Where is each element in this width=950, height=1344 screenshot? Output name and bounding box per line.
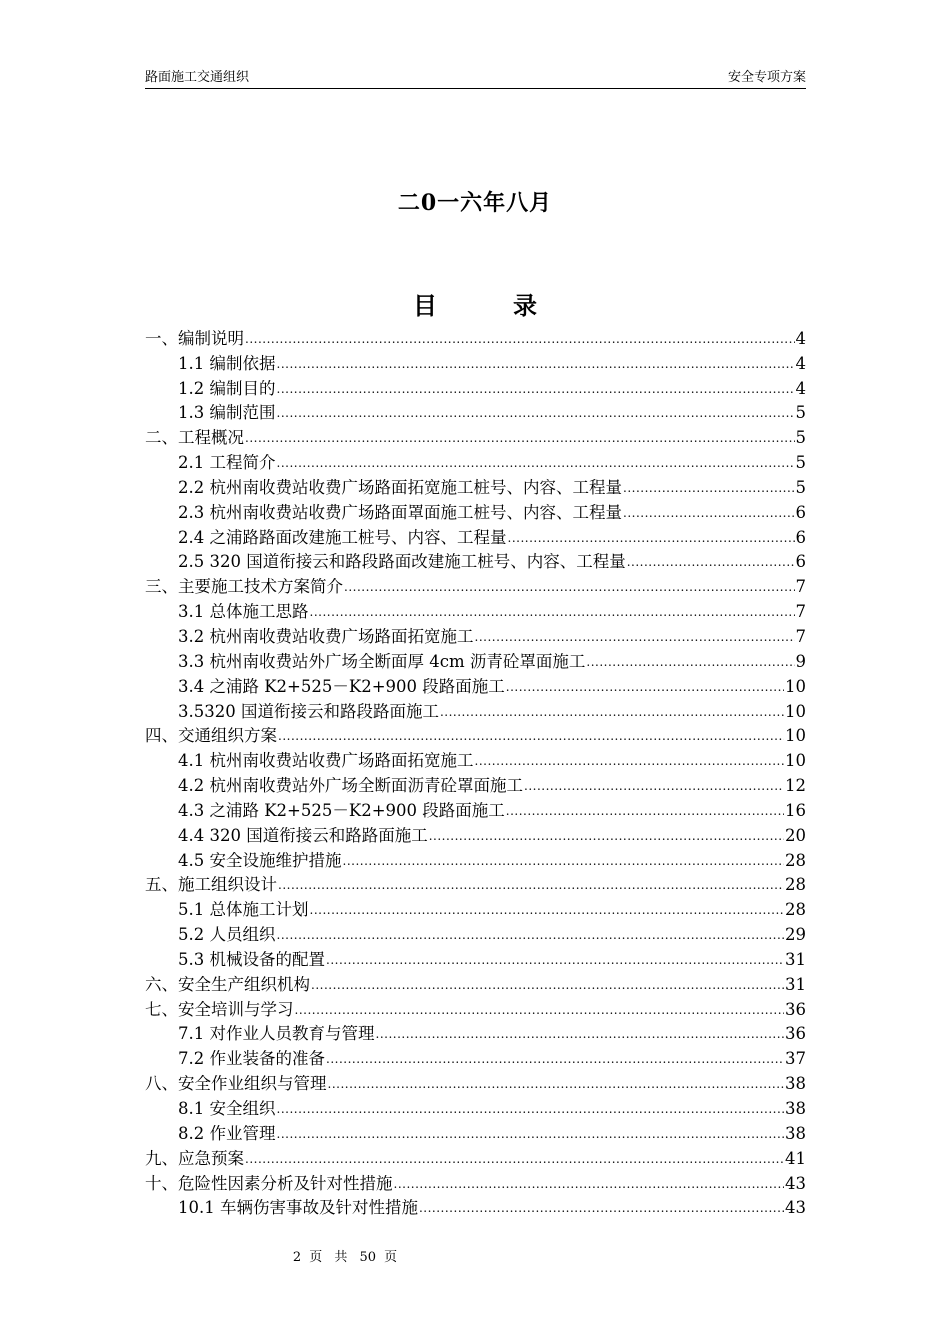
toc-leader-dots [245,431,795,445]
toc-entry[interactable] [145,895,806,920]
toc-entry[interactable] [145,771,806,796]
toc-entry-title: 3.4 之浦路 K2+525－K2+900 段路面施工 [178,676,505,696]
toc-leader-dots [278,729,784,743]
document-date: 二0一六年八月 [397,190,553,216]
toc-leader-dots [627,555,795,569]
toc-entry-page: 9 [795,651,806,671]
toc-entry-page: 6 [795,527,806,547]
toc-entry-page: 10 [785,701,806,721]
toc-leader-dots [586,655,794,669]
toc-title [0,286,950,321]
toc-entry-title: 1.3 编制范围 [178,403,276,423]
toc-entry-page: 16 [785,800,806,820]
toc-entry[interactable] [145,995,806,1020]
toc-entry-page: 37 [785,1049,806,1069]
toc-entry[interactable] [145,1044,806,1069]
toc-entry-title: 1.1 编制依据 [178,353,276,373]
toc-leader-dots [277,928,785,942]
toc-leader-dots [277,382,795,396]
toc-leader-dots [277,456,795,470]
toc-leader-dots [344,580,795,594]
toc-entry-title: 4.4 320 国道衔接云和路路面施工 [178,825,428,845]
toc-entry-page: 20 [785,825,806,845]
footer-page-number: 2 [292,1250,302,1265]
toc-entry-title: 8.1 安全组织 [178,1099,276,1118]
toc-entry-page: 38 [785,1099,806,1118]
toc-entry[interactable] [145,423,806,448]
toc-entry[interactable] [145,1144,806,1169]
toc-entry-title: 九、应急预案 [145,1148,244,1168]
toc-entry-page: 6 [795,552,806,572]
toc-leader-dots [475,754,785,768]
toc-entry[interactable] [145,1194,806,1219]
toc-leader-dots [295,1003,785,1017]
toc-leader-dots [508,531,795,545]
toc-entry[interactable] [145,622,806,647]
toc-leader-dots [310,903,785,917]
toc-leader-dots [277,357,795,371]
toc-entry[interactable] [145,796,806,821]
toc-entry-page: 28 [785,875,806,895]
toc-leader-dots [277,1102,785,1116]
toc-entry[interactable] [145,498,806,523]
toc-leader-dots [310,605,795,619]
header-left-title: 路面施工交通组织 [145,70,250,85]
toc-entry[interactable] [145,548,806,573]
footer-total-number: 50 [359,1250,377,1265]
toc-entry-page: 41 [785,1148,806,1168]
toc-entry-page: 7 [795,626,806,646]
toc-leader-dots [524,779,784,793]
toc-leader-dots [506,680,784,694]
toc-entry-page: 6 [795,502,806,522]
toc-leader-dots [311,978,784,992]
toc-entry[interactable] [145,920,806,945]
toc-title-char-2: 录 [513,291,537,320]
toc-entry-title: 7.1 对作业人员教育与管理 [178,1024,375,1044]
toc-entry-title: 4.2 杭州南收费站外广场全断面沥青砼罩面施工 [178,776,523,796]
toc-entry[interactable] [145,746,806,771]
toc-entry-page: 5 [795,477,806,497]
toc-entry-page: 10 [785,751,806,771]
toc-leader-dots [278,878,784,892]
toc-entry-title: 1.2 编制目的 [178,378,276,398]
toc-entry-page: 10 [785,676,806,696]
toc-entry[interactable] [145,697,806,722]
toc-entry-title: 3.2 杭州南收费站收费广场路面拓宽施工 [178,626,474,646]
toc-entry-title: 2.4 之浦路路面改建施工桩号、内容、工程量 [178,527,507,547]
toc-entry[interactable] [145,523,806,548]
toc-entry-page: 7 [795,577,806,597]
toc-entry-title: 2.2 杭州南收费站收费广场路面拓宽施工桩号、内容、工程量 [178,477,622,497]
toc-entry-title: 4.3 之浦路 K2+525－K2+900 段路面施工 [178,800,505,820]
footer-total-word: 共 [334,1250,348,1265]
toc-entry-page: 10 [785,726,806,746]
toc-entry[interactable] [145,597,806,622]
toc-entry-title: 十、危险性因素分析及针对性措施 [145,1173,393,1193]
toc-entry-title: 5.2 人员组织 [178,925,276,945]
toc-entry-page: 5 [795,428,806,448]
toc-entry[interactable] [145,399,806,424]
toc-entry-page: 12 [785,776,806,796]
toc-entry[interactable] [145,349,806,374]
page-footer [0,1246,690,1265]
toc-entry[interactable] [145,871,806,896]
toc-entry-page: 38 [785,1074,806,1094]
toc-leader-dots [245,332,795,346]
toc-entry[interactable] [145,324,806,349]
toc-leader-dots [506,804,784,818]
toc-entry-page: 43 [785,1173,806,1193]
toc-entry-title: 五、施工组织设计 [145,875,277,895]
toc-leader-dots [376,1027,785,1041]
toc-entry[interactable] [145,945,806,970]
toc-entry-title: 3.5320 国道衔接云和路段路面施工 [178,701,439,721]
toc-entry[interactable] [145,722,806,747]
toc-entry-page: 36 [785,999,806,1019]
toc-entry-title: 3.1 总体施工思路 [178,602,309,622]
toc-entry-page: 43 [785,1198,806,1218]
toc-entry-title: 7.2 作业装备的准备 [178,1049,325,1069]
toc-entry-title: 4.5 安全设施维护措施 [178,850,342,870]
toc-leader-dots [343,854,785,868]
toc-entry[interactable] [145,473,806,498]
toc-entry-title: 2.3 杭州南收费站收费广场路面罩面施工桩号、内容、工程量 [178,502,622,522]
toc-leader-dots [326,1052,784,1066]
toc-entry-page: 29 [785,925,806,945]
toc-entry[interactable] [145,1094,806,1119]
toc-leader-dots [623,506,795,520]
page-header [145,66,806,89]
toc-entry[interactable] [145,1169,806,1194]
toc-entry[interactable] [145,1119,806,1144]
toc-entry[interactable] [145,672,806,697]
toc-entry-page: 38 [785,1123,806,1143]
toc-entry[interactable] [145,846,806,871]
toc-entry[interactable] [145,448,806,473]
toc-entry-title: 三、主要施工技术方案简介 [145,577,343,597]
toc-entry[interactable] [145,572,806,597]
toc-leader-dots [440,705,784,719]
toc-leader-dots [328,1077,785,1091]
toc-entry-page: 28 [785,900,806,920]
table-of-contents [145,324,806,1218]
toc-leader-dots [277,406,795,420]
toc-leader-dots [475,630,795,644]
toc-leader-dots [429,829,784,843]
toc-entry[interactable] [145,970,806,995]
toc-entry-title: 一、编制说明 [145,328,244,348]
toc-leader-dots [245,1152,784,1166]
toc-entry[interactable] [145,374,806,399]
toc-entry-title: 10.1 车辆伤害事故及针对性措施 [178,1198,418,1218]
toc-leader-dots [394,1177,785,1191]
toc-entry-page: 5 [795,403,806,423]
toc-entry-title: 2.5 320 国道衔接云和路段路面改建施工桩号、内容、工程量 [178,552,626,572]
footer-page-word: 页 [309,1250,323,1265]
toc-entry-page: 7 [795,602,806,622]
toc-entry-title: 四、交通组织方案 [145,726,277,746]
toc-entry[interactable] [145,1069,806,1094]
toc-entry-title: 2.1 工程简介 [178,453,276,473]
toc-entry-page: 28 [785,850,806,870]
toc-entry-title: 七、安全培训与学习 [145,999,294,1019]
toc-entry-page: 4 [795,353,806,373]
toc-entry-page: 31 [785,974,806,994]
toc-entry-title: 5.1 总体施工计划 [178,900,309,920]
toc-entry-title: 二、工程概况 [145,428,244,448]
toc-entry-page: 4 [795,378,806,398]
toc-entry[interactable] [145,647,806,672]
footer-total-page-word: 页 [384,1250,398,1265]
toc-entry-title: 8.2 作业管理 [178,1123,276,1143]
toc-entry-page: 31 [785,949,806,969]
toc-entry-title: 八、安全作业组织与管理 [145,1074,327,1094]
toc-leader-dots [277,1127,785,1141]
toc-entry[interactable] [145,821,806,846]
toc-entry-title: 六、安全生产组织机构 [145,974,310,994]
toc-entry[interactable] [145,1020,806,1045]
toc-entry-title: 3.3 杭州南收费站外广场全断面厚 4cm 沥青砼罩面施工 [178,651,586,671]
toc-leader-dots [623,481,795,495]
header-right-title: 安全专项方案 [727,70,806,85]
toc-entry-page: 4 [795,328,806,348]
toc-entry-page: 5 [795,453,806,473]
toc-leader-dots [419,1201,784,1215]
toc-leader-dots [326,953,784,967]
toc-entry-page: 36 [785,1024,806,1044]
toc-entry-title: 4.1 杭州南收费站收费广场路面拓宽施工 [178,751,474,771]
toc-title-char-1: 目 [413,291,437,320]
toc-entry-title: 5.3 机械设备的配置 [178,949,325,969]
